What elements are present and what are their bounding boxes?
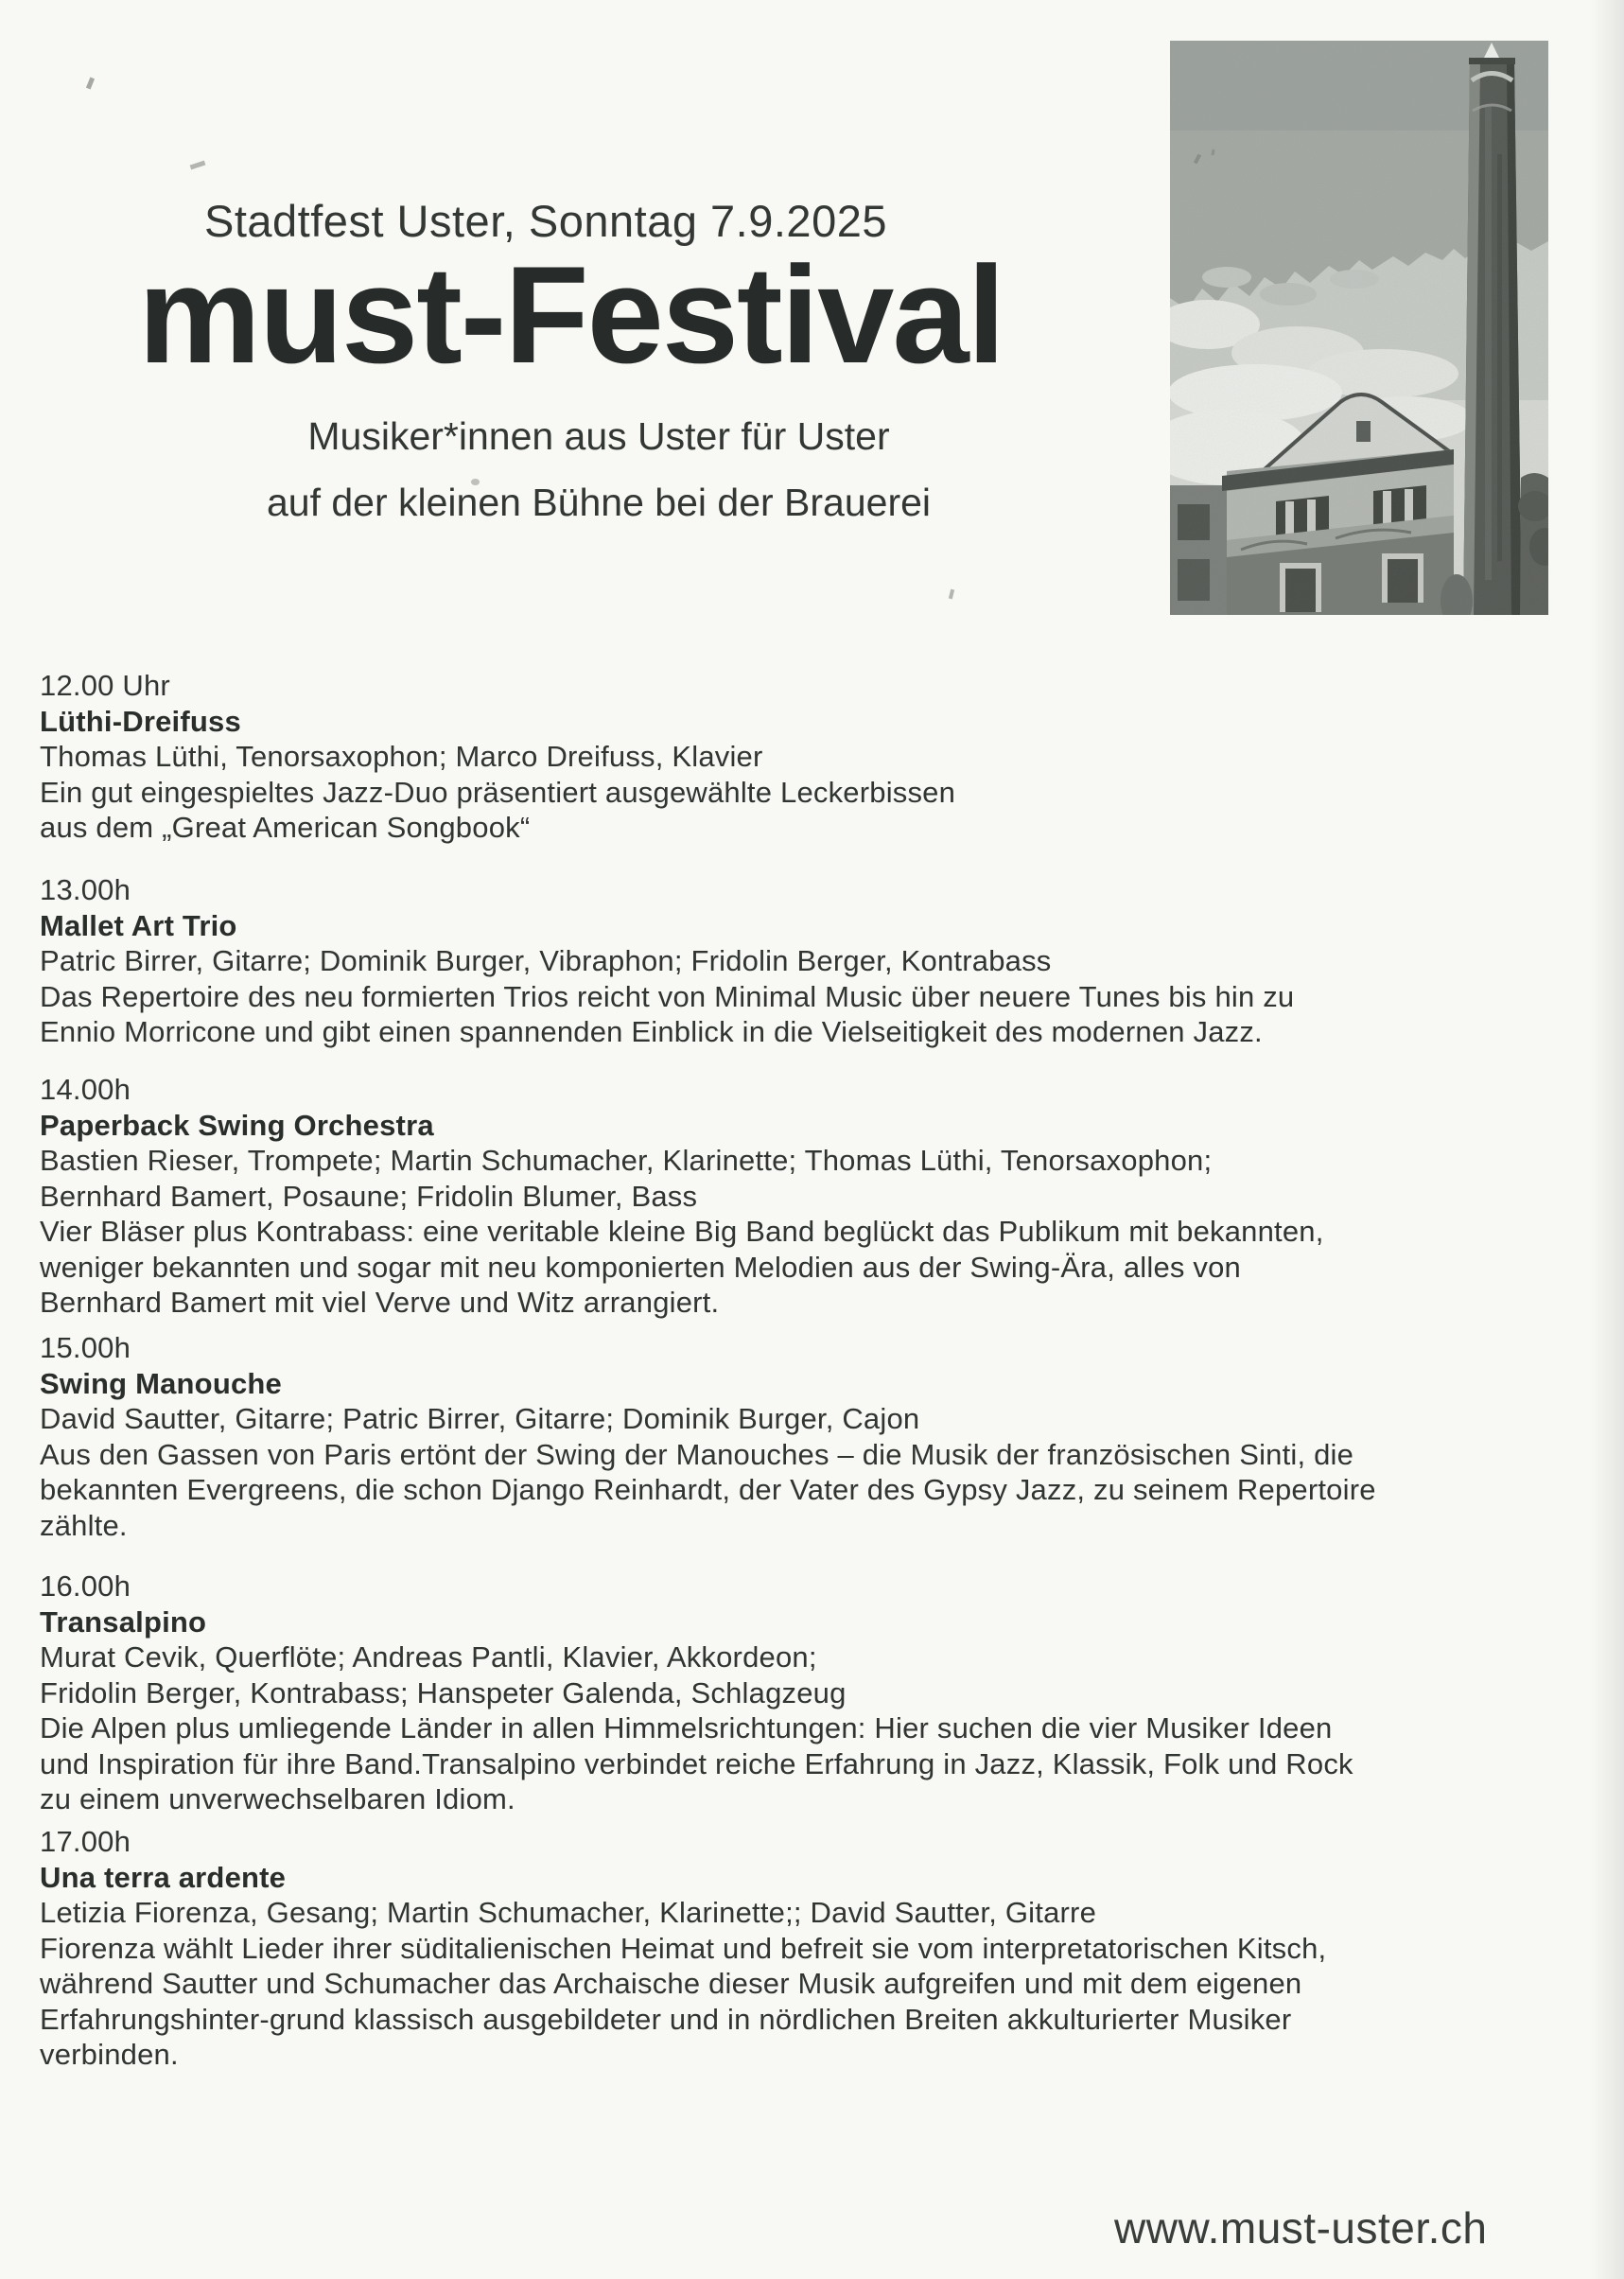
lineup-line: Patric Birrer, Gitarre; Dominik Burger, Vibraphon; Fridolin Berger, Kontrabass <box>40 944 1052 977</box>
description-line: zu einem unverwechselbaren Idiom. <box>40 1782 515 1815</box>
band-name: Swing Manouche <box>40 1366 282 1400</box>
time-label: 16.00h <box>40 1569 131 1603</box>
description-line: während Sautter und Schumacher das Archaische dieser Musik aufgreifen und mit dem eigenen <box>40 1967 1302 2000</box>
festival-venue: auf der kleinen Bühne bei der Brauerei <box>266 481 932 524</box>
band-name: Lüthi-Dreifuss <box>40 704 241 738</box>
schedule-entry-mallet-art-trio <box>40 872 1294 1050</box>
scan-speck <box>190 161 206 170</box>
band-name: Una terra ardente <box>40 1860 287 1894</box>
photo-grain <box>1170 41 1548 615</box>
time-label: 12.00 Uhr <box>40 669 170 702</box>
festival-subtitle: Musiker*innen aus Uster für Uster <box>307 414 890 458</box>
festival-title: must-Festival <box>138 237 1004 392</box>
description-line: Erfahrungshinter-grund klassisch ausgebildeter und in nördlichen Breiten akkulturierter Musiker <box>40 2002 1292 2036</box>
time-label: 17.00h <box>40 1825 131 1858</box>
lineup-line: Fridolin Berger, Kontrabass; Hanspeter Galenda, Schlagzeug <box>40 1675 847 1709</box>
description-line: Das Repertoire des neu formierten Trios reicht von Minimal Music über neuere Tunes bis hin zu <box>40 979 1295 1013</box>
description-line: Ein gut eingespieltes Jazz-Duo präsentiert ausgewählte Leckerbissen <box>40 775 956 809</box>
time-label: 15.00h <box>40 1331 131 1364</box>
band-name: Mallet Art Trio <box>40 908 237 942</box>
description-line: Die Alpen plus umliegende Länder in allen Himmelsrichtungen: Hier suchen die vier Musiker Ideen <box>40 1711 1333 1744</box>
description-line: bekannten Evergreens, die schon Django Reinhardt, der Vater des Gypsy Jazz, zu seinem Repertoire <box>40 1473 1376 1506</box>
schedule-entry-luethi-dreifuss <box>40 668 955 846</box>
band-name: Transalpino <box>40 1604 207 1639</box>
schedule-entry-transalpino <box>40 1569 1353 1817</box>
description-line: und Inspiration für ihre Band.Transalpino verbindet reiche Erfahrung in Jazz, Klassik, Folk und Rock <box>40 1746 1353 1780</box>
description-line: Bernhard Bamert mit viel Verve und Witz arrangiert. <box>40 1286 720 1319</box>
schedule-entry-una-terra-ardente <box>40 1824 1326 2073</box>
description-line: verbinden. <box>40 2038 179 2071</box>
lineup-line: Letizia Fiorenza, Gesang; Martin Schumacher, Klarinette;; David Sautter, Gitarre <box>40 1896 1097 1929</box>
description-line: Ennio Morricone und gibt einen spannenden Einblick in die Vielseitigkeit des modernen Jazz. <box>40 1015 1263 1048</box>
description-line: zählte. <box>40 1508 128 1542</box>
description-line: aus dem „Great American Songbook“ <box>40 811 531 844</box>
description-line: Vier Bläser plus Kontrabass: eine veritable kleine Big Band beglückt das Publikum mit bekannten, <box>40 1215 1324 1248</box>
time-label: 13.00h <box>40 873 131 906</box>
lineup-line: David Sautter, Gitarre; Patric Birrer, Gitarre; Dominik Burger, Cajon <box>40 1402 920 1435</box>
event-date: Stadtfest Uster, Sonntag 7.9.2025 <box>204 196 887 246</box>
lineup-line: Thomas Lüthi, Tenorsaxophon; Marco Dreifuss, Klavier <box>40 740 763 773</box>
description-line: Fiorenza wählt Lieder ihrer süditalienischen Heimat und befreit sie vom interpretatorischen Kitsch, <box>40 1931 1327 1965</box>
description-line: Aus den Gassen von Paris ertönt der Swing der Manouches – die Musik der französischen Sinti, die <box>40 1437 1354 1471</box>
festival-website-url: www.must-uster.ch <box>1114 2203 1488 2253</box>
scan-speck <box>949 589 954 600</box>
scan-speck <box>86 78 95 90</box>
lineup-line: Bastien Rieser, Trompete; Martin Schumacher, Klarinette; Thomas Lüthi, Tenorsaxophon; <box>40 1144 1213 1177</box>
band-name: Paperback Swing Orchestra <box>40 1108 434 1142</box>
scan-speck <box>471 479 480 485</box>
description-line: weniger bekannten und sogar mit neu komponierten Melodien aus der Swing-Ära, alles von <box>40 1250 1241 1284</box>
schedule-entry-paperback-swing-orchestra <box>40 1072 1324 1321</box>
lineup-line: Murat Cevik, Querflöte; Andreas Pantli, Klavier, Akkordeon; <box>40 1640 817 1674</box>
schedule-entry-swing-manouche <box>40 1330 1376 1543</box>
brewery-photo <box>1170 41 1548 615</box>
time-label: 14.00h <box>40 1073 131 1106</box>
lineup-line: Bernhard Bamert, Posaune; Fridolin Blumer, Bass <box>40 1179 698 1213</box>
